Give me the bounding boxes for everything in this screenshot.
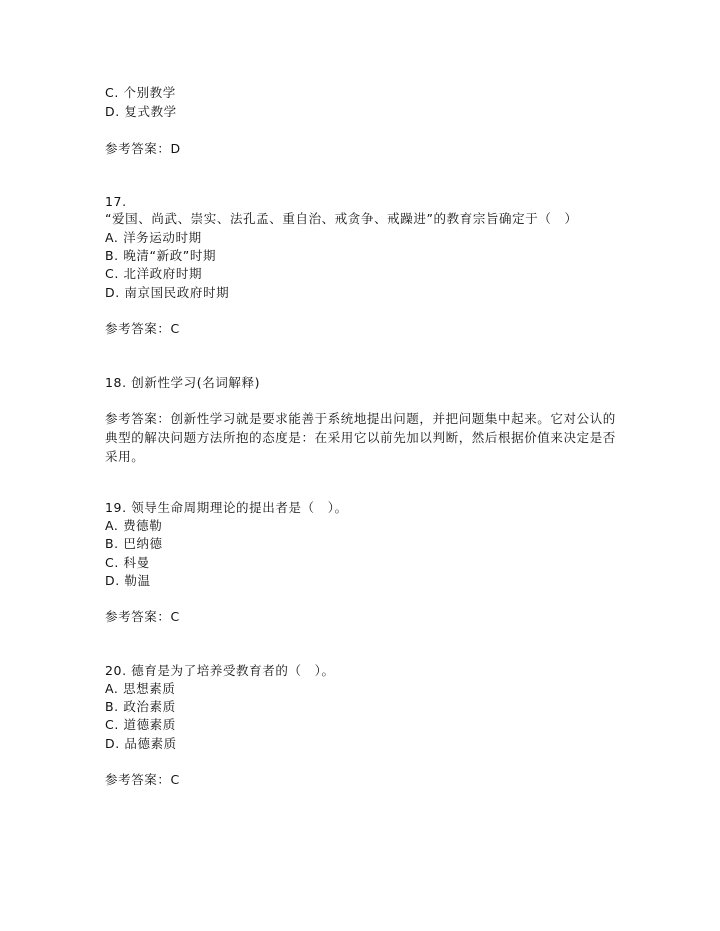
option-a: A. 洋务运动时期 [105,230,202,245]
option-b: B. 晚清“新政”时期 [105,248,217,263]
option-c: C. 道德素质 [105,717,176,732]
option-a: A. 思想素质 [105,681,176,696]
question-number: 17. [105,194,127,209]
option-c: C. 北洋政府时期 [105,266,203,281]
option-d: D. 勒温 [105,573,151,588]
question-stem: 19. 领导生命周期理论的提出者是（ ）。 [105,500,348,515]
question-stem: 18. 创新性学习(名词解释) [105,375,261,390]
answer: 参考答案：创新性学习就是要求能善于系统地提出问题，并把问题集中起来。它对公认的典型的解决问题方法所抱的态度是：在采用它以前先加以判断，然后根据价值来决定是否采用。 [105,411,616,464]
question-stem: 20. 德育是为了培养受教育者的（ ）。 [105,663,335,678]
question-stem: “爱国、尚武、崇实、法孔孟、重自治、戒贪争、戒躁进”的教育宗旨确定于（ ） [105,211,578,226]
option-d: D. 南京国民政府时期 [105,285,230,300]
answer: 参考答案：C [105,772,180,787]
option-d: D. 复式教学 [105,104,177,119]
answer: 参考答案：C [105,321,180,336]
option-c: C. 科曼 [105,555,150,570]
option-b: B. 政治素质 [105,699,176,714]
option-b: B. 巴纳德 [105,536,163,551]
answer: 参考答案：D [105,141,181,156]
option-a: A. 费德勒 [105,518,163,533]
option-c: C. 个别教学 [105,85,176,100]
option-d: D. 品德素质 [105,736,177,751]
answer: 参考答案：C [105,609,180,624]
